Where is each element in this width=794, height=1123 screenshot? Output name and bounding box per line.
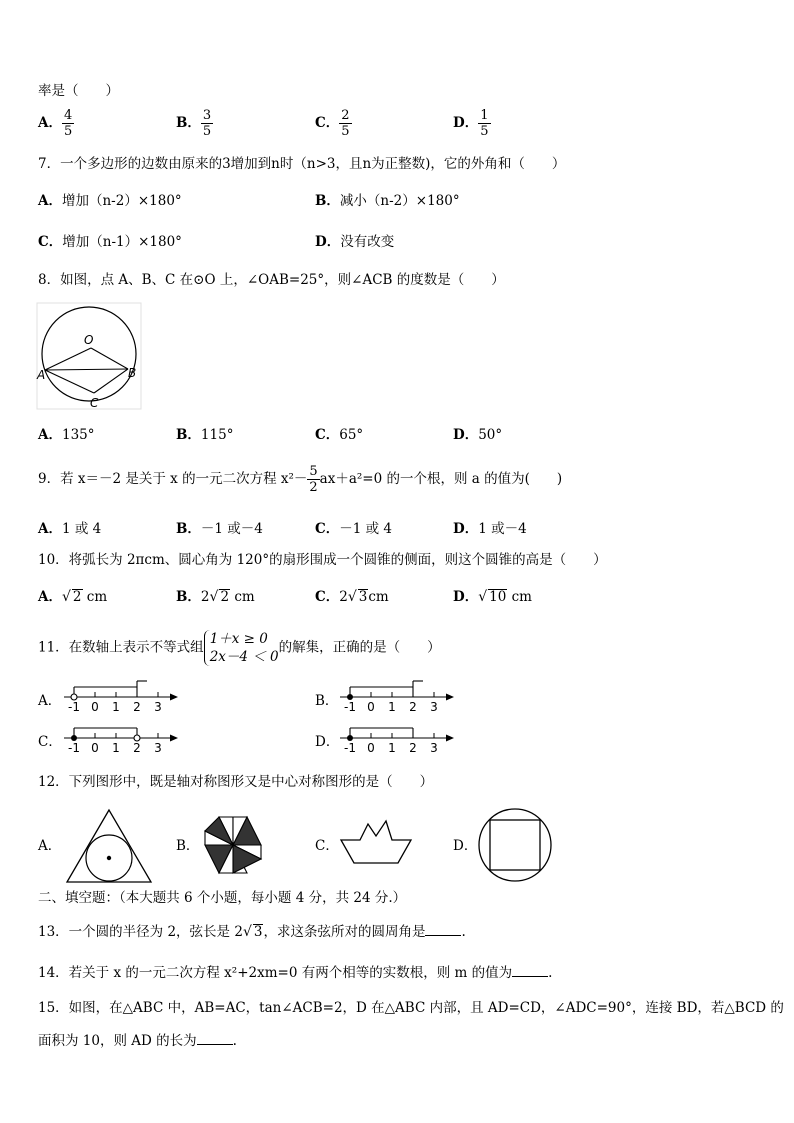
q8-option-c[interactable]: C．65° (315, 427, 364, 443)
q7-option-b[interactable]: B．减小（n-2）×180° (315, 193, 460, 209)
answer-blank[interactable] (197, 1030, 233, 1045)
q11-option-b-label[interactable]: B． (315, 693, 339, 709)
q12-figure-triangle-incircle[interactable] (64, 807, 154, 885)
tick-label: -1 (68, 741, 80, 755)
q12-figure-circle-square[interactable] (477, 807, 553, 883)
q10-option-d[interactable]: D．√ 10 cm (453, 589, 532, 605)
segment-ac (45, 370, 94, 393)
fraction: $\frac{5}{2}$ (309, 464, 318, 495)
q11-option-c-label[interactable]: C． (38, 734, 62, 750)
inequality-system: 1＋x ≥ 0 2x－4 ＜ 0 (204, 630, 279, 666)
fraction: $\frac{4}{5}$ (63, 108, 73, 139)
option-label: D． (453, 115, 479, 131)
q10-option-a[interactable]: A．√ 2 cm (38, 589, 108, 605)
q9-option-d[interactable]: D．1 或－4 (453, 521, 527, 537)
q11-stem: 11．在数轴上表示不等式组 1＋x ≥ 0 2x－4 ＜ 0 的解集，正确的是（ ） (38, 631, 441, 665)
q9-option-c[interactable]: C．－1 或 4 (315, 521, 393, 537)
tick-label: 3 (430, 700, 438, 714)
q13-stem: 13．一个圆的半径为 2，弦长是 2√ 3，求这条弦所对的圆周角是 . (38, 921, 466, 941)
label-b: B (128, 366, 137, 380)
tick-label: 0 (91, 700, 99, 714)
q6-stem: 率是（ ） (38, 83, 119, 99)
answer-blank[interactable] (425, 921, 461, 936)
q8-circle-figure (36, 302, 142, 410)
q11-option-a-label[interactable]: A． (38, 693, 62, 709)
option-label: B． (176, 115, 201, 131)
tick-label: 1 (388, 741, 396, 755)
q12-option-c-label[interactable]: C． (315, 838, 339, 854)
filled-dot (347, 694, 353, 700)
q9-option-a[interactable]: A．1 或 4 (38, 521, 102, 537)
fraction: $\frac{1}{5}$ (480, 108, 489, 139)
segment-ab (45, 369, 128, 370)
answer-blank[interactable] (512, 962, 548, 977)
tick-label: 1 (388, 700, 396, 714)
q7-option-a[interactable]: A．增加（n-2）×180° (38, 193, 182, 209)
q15-stem-line-2: 面积为 10，则 AD 的长为 . (38, 1030, 237, 1050)
tick-label: -1 (344, 700, 356, 714)
arrow-head-icon (170, 735, 178, 742)
tick-label: 3 (430, 741, 438, 755)
fraction: $\frac{3}{5}$ (202, 108, 212, 139)
q12-stem: 12．下列图形中，既是轴对称图形又是中心对称图形的是（ ） (38, 774, 434, 790)
tick-label: -1 (68, 700, 80, 714)
label-c: C (90, 396, 99, 410)
tick-label: 2 (133, 700, 141, 714)
q6-option-d[interactable] (453, 108, 491, 139)
q7-option-c[interactable]: C．增加（n-1）×180° (38, 234, 182, 250)
q11-option-d-label[interactable]: D． (315, 734, 340, 750)
arrow-head-icon (446, 694, 454, 701)
q10-option-c[interactable]: C．2√ 3cm (315, 589, 389, 605)
tick-label: 0 (367, 741, 375, 755)
q10-option-b[interactable]: B．2√ 2 cm (176, 589, 255, 605)
q15-stem-line-1: 15．如图，在△ABC 中，AB=AC，tan∠ACB=2，D 在△ABC 内部，且 AD=CD，∠ADC=90°，连接 BD，若△BCD 的 (38, 1000, 784, 1016)
q10-stem: 10．将弧长为 2πcm、圆心角为 120°的扇形围成一个圆锥的侧面，则这个圆锥的高是（ ） (38, 552, 607, 568)
q11-number-line-b[interactable] (338, 676, 458, 718)
arrow-head-icon (170, 694, 178, 701)
q12-option-d-label[interactable]: D． (453, 838, 478, 854)
tick-label: 0 (367, 700, 375, 714)
q8-stem: 8．如图，点 A、B、C 在⊙O 上，∠OAB=25°，则∠ACB 的度数是（ ） (38, 272, 505, 288)
q7-option-d[interactable]: D．没有改变 (315, 234, 395, 250)
q12-figure-crown-boat[interactable] (338, 818, 414, 866)
filled-dot (71, 735, 77, 741)
q8-option-a[interactable]: A．135° (38, 427, 95, 443)
section-2-heading: 二、填空题：（本大题共 6 个小题，每小题 4 分，共 24 分.） (38, 890, 407, 906)
q8-option-b[interactable]: B．115° (176, 427, 234, 443)
q12-figure-pinwheel[interactable] (203, 815, 263, 875)
q7-stem: 7．一个多边形的边数由原来的3增加到n时（n>3，且n为正整数)，它的外角和（ ） (38, 156, 566, 172)
tick-label: 1 (112, 700, 120, 714)
q11-number-line-c[interactable] (62, 717, 182, 759)
open-dot (71, 694, 77, 700)
label-a: A (37, 368, 46, 382)
fraction: $\frac{2}{5}$ (341, 108, 350, 139)
q6-option-b[interactable] (176, 108, 213, 139)
q11-number-line-d[interactable] (338, 717, 458, 759)
tick-label: 0 (91, 741, 99, 755)
tick-label: 3 (154, 700, 162, 714)
q8-option-d[interactable]: D．50° (453, 427, 503, 443)
circle-o (42, 307, 136, 401)
tick-label: 2 (409, 741, 417, 755)
segment-cb (94, 369, 128, 393)
tick-label: 2 (409, 700, 417, 714)
q14-stem: 14．若关于 x 的一元二次方程 x²+2xm=0 有两个相等的实数根，则 m 的值为 . (38, 962, 552, 982)
option-label: C． (315, 115, 340, 131)
q12-option-b-label[interactable]: B． (176, 838, 200, 854)
tick-label: 1 (112, 741, 120, 755)
q11-number-line-a[interactable] (62, 676, 182, 718)
q12-option-a-label[interactable]: A． (38, 838, 62, 854)
q6-option-a[interactable] (38, 108, 74, 139)
tick-label: 2 (133, 741, 141, 755)
segment-ob (91, 348, 128, 369)
label-o: O (84, 333, 94, 347)
option-label: A． (38, 115, 62, 131)
segment-ao (45, 348, 91, 370)
open-dot (134, 735, 140, 741)
arrow-head-icon (446, 735, 454, 742)
filled-dot (347, 735, 353, 741)
q9-option-b[interactable]: B．－1 或－4 (176, 521, 263, 537)
tick-label: -1 (344, 741, 356, 755)
tick-label: 3 (154, 741, 162, 755)
figure-frame (37, 303, 141, 409)
q9-stem: 9．若 x＝－2 是关于 x 的一元二次方程 x²－ $\frac{5}{2}$ ax＋a²=0 的一个根，则 a 的值为( ) (38, 464, 563, 495)
q6-option-c[interactable] (315, 108, 352, 139)
